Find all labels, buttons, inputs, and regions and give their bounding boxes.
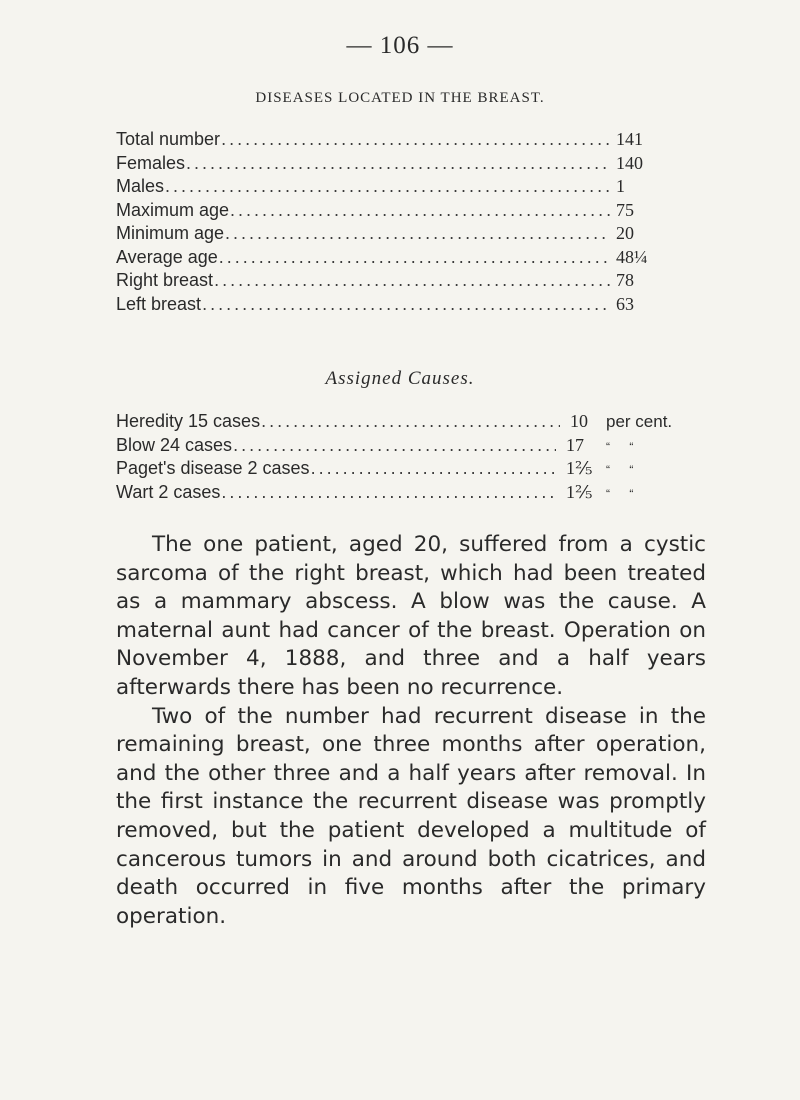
body-text (116, 531, 706, 931)
dot-leader (202, 294, 610, 315)
dot-leader (225, 223, 610, 244)
causes-list (116, 411, 676, 505)
stat-row-right-breast (116, 270, 656, 294)
stat-row-maximum-age (116, 200, 656, 224)
stat-value: 78 (616, 270, 634, 290)
cause-label: Paget's disease 2 cases (116, 458, 310, 479)
stat-row-average-age (116, 247, 656, 271)
stat-value: 1 (616, 176, 625, 196)
stat-value: 75 (616, 199, 634, 220)
stat-value: 140 (616, 152, 643, 173)
dot-leader (230, 200, 610, 221)
cause-unit: per cent. (606, 412, 673, 431)
stat-label: Minimum age (116, 223, 225, 243)
cause-value: 17 (566, 434, 584, 455)
stat-label: Left breast (116, 293, 202, 314)
paragraph: The one patient, aged 20, suffered from a cystic sarcoma of the right breast, which had been treated as a mammary abscess. A blow was the cause. A maternal aunt had cancer of the breast. Operation on November 4, 1888, and three and a half years afterwards there has been no recurrence. (116, 532, 706, 700)
cause-label: Wart 2 cases (116, 481, 221, 502)
dot-leader (165, 176, 610, 197)
dot-leader (233, 435, 556, 456)
cause-label: Heredity 15 cases (116, 411, 261, 431)
stat-label: Males (116, 176, 165, 196)
dot-leader (221, 129, 610, 150)
cause-value: 1⅖ (566, 458, 593, 479)
page-number: — 106 — (346, 32, 454, 59)
stat-label: Right breast (116, 270, 214, 290)
dot-leader (219, 247, 610, 268)
stat-row-left-breast (116, 294, 656, 318)
stat-row-total (116, 129, 656, 153)
dot-leader (214, 270, 610, 291)
stat-value: 63 (616, 293, 634, 314)
cause-row-blow (116, 435, 676, 459)
stat-row-females (116, 153, 656, 177)
cause-label: Blow 24 cases (116, 434, 233, 455)
stat-value: 48¼ (616, 246, 648, 267)
cause-row-wart (116, 482, 676, 506)
causes-title: Assigned Causes. (325, 368, 475, 389)
statistics-list (116, 129, 656, 317)
stat-row-males (116, 176, 656, 200)
cause-row-heredity (116, 411, 676, 435)
cause-unit-ditto: “ “ (606, 463, 642, 478)
stat-label: Average age (116, 246, 218, 267)
cause-unit-ditto: “ “ (606, 439, 642, 454)
stat-value: 141 (616, 129, 643, 149)
page-heading: DISEASES LOCATED IN THE BREAST. (255, 90, 545, 106)
stat-label: Females (116, 152, 186, 173)
cause-value: 1⅖ (566, 481, 593, 502)
cause-row-pagets-disease (116, 458, 676, 482)
cause-value: 10 (570, 411, 588, 431)
cause-unit-ditto: “ “ (606, 486, 642, 501)
dot-leader (311, 458, 556, 479)
stat-label: Maximum age (116, 199, 230, 220)
dot-leader (186, 153, 610, 174)
stat-row-minimum-age (116, 223, 656, 247)
dot-leader (261, 411, 560, 432)
stat-value: 20 (616, 223, 634, 243)
dot-leader (221, 482, 556, 503)
stat-label: Total number (116, 129, 221, 149)
paragraph: Two of the number had recurrent disease in the remaining breast, one three months after operation, and the other three and a half years after removal. In the first instance the recurrent disease was promptly removed, but the patient developed a multitude of cancerous tumors in and around both cicatrices, and death occurred in five months after the primary operation. (116, 703, 706, 929)
